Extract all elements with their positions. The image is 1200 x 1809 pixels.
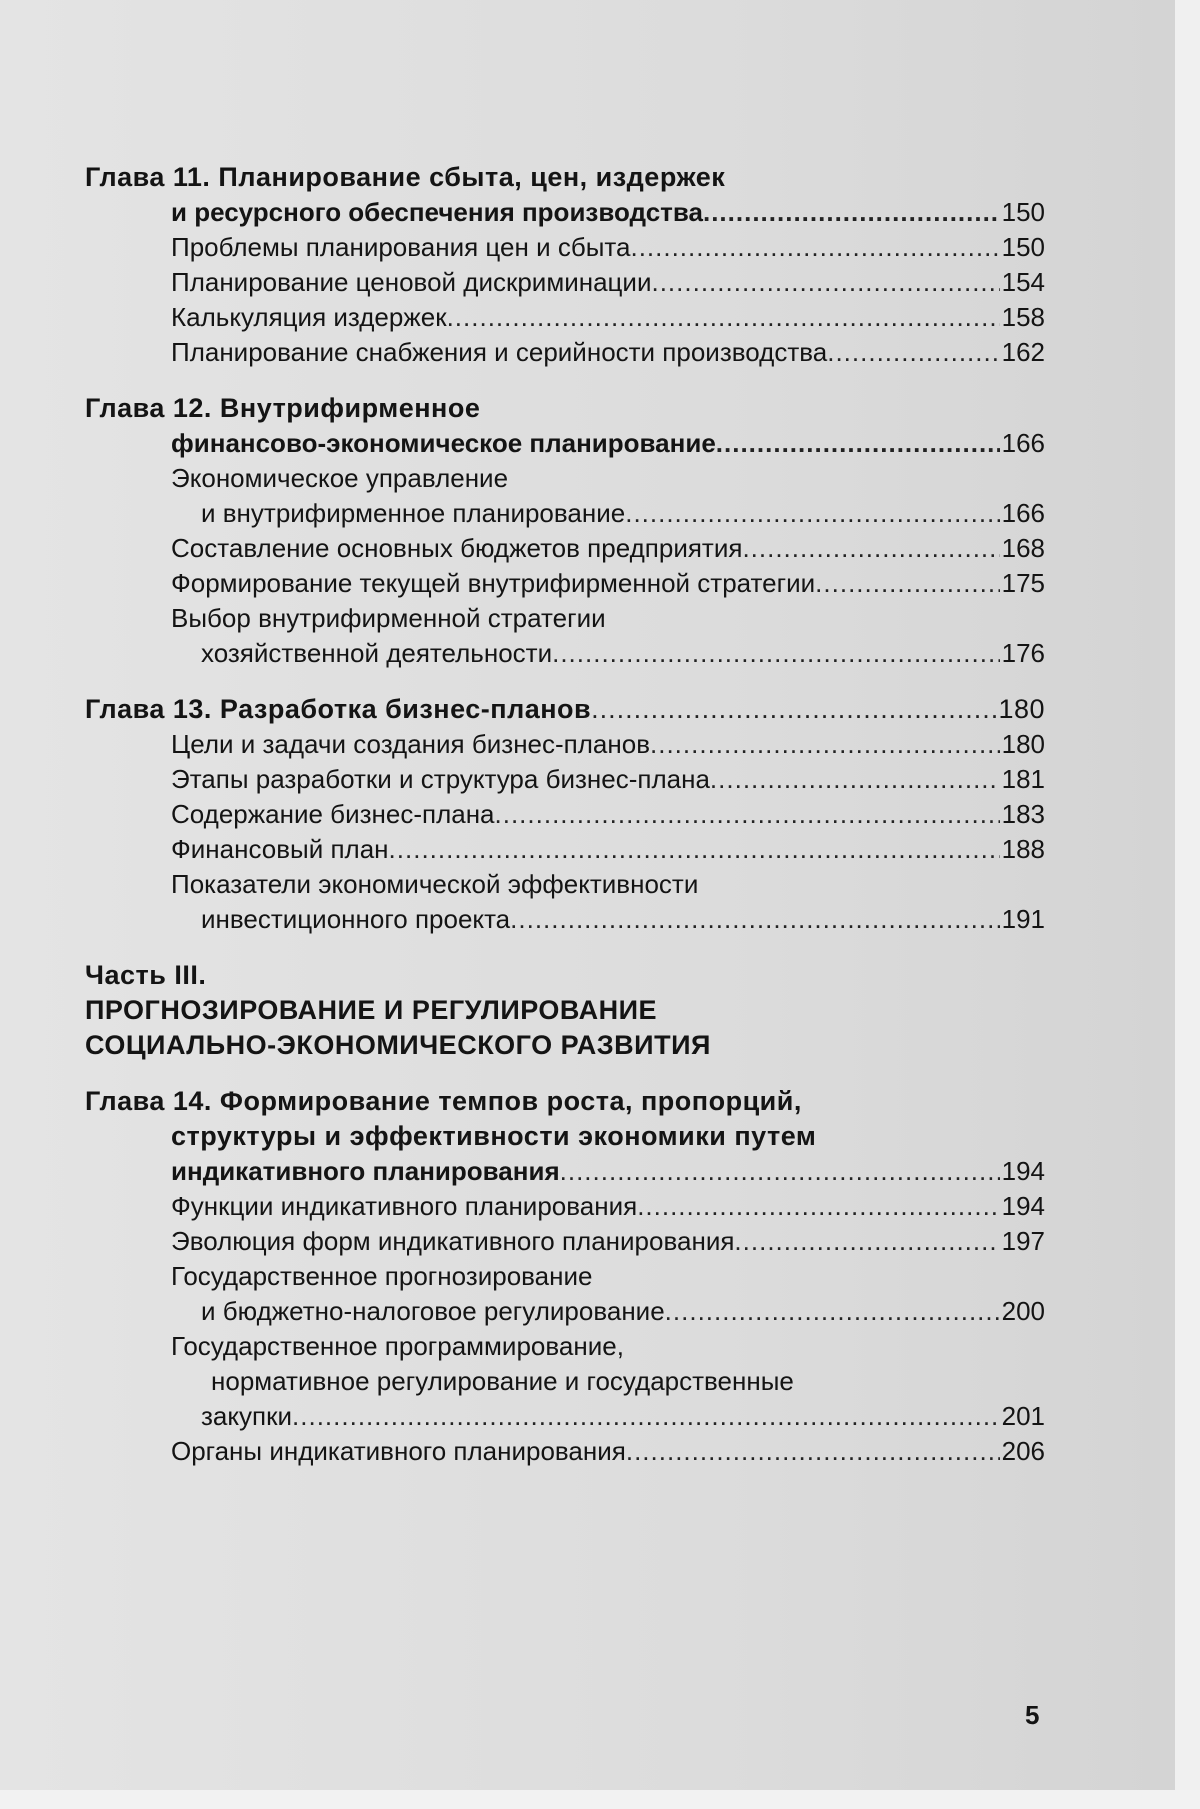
chapter-13-title-row (85, 692, 1045, 727)
toc-entry-title-line2: хозяйственной деятельности (201, 638, 553, 668)
leader-dots (552, 636, 1000, 671)
toc-entry (85, 1294, 1045, 1329)
part-3-heading (85, 958, 1045, 1063)
toc-entry (85, 636, 1045, 671)
toc-entry-title-line1: Экономическое управление (171, 463, 509, 493)
chapter-14-title-line2: структуры и эффективности экономики путем (171, 1121, 817, 1151)
toc-entry (85, 496, 1045, 531)
toc-entry-title: Калькуляция издержек (171, 302, 447, 332)
toc-entry-title-line1: Государственное программирование, (171, 1331, 624, 1361)
toc-entry-title: Содержание бизнес-плана (171, 799, 495, 829)
toc-entry-title: Органы индикативного планирования (171, 1436, 626, 1466)
toc-entry-page: 176 (1001, 638, 1045, 668)
toc-entry-page: 180 (1001, 729, 1045, 759)
leader-dots (389, 832, 1000, 867)
chapter-11-title-line2: и ресурсного обеспечения производства (171, 197, 703, 227)
toc-entry-page: 191 (1001, 904, 1045, 934)
toc-entry-title: Функции индикативного планирования (171, 1191, 638, 1221)
leader-dots (734, 1224, 999, 1259)
toc-entry-page: 181 (1001, 764, 1045, 794)
leader-dots (637, 1189, 999, 1224)
chapter-14-title-line3: индикативного планирования (171, 1156, 560, 1186)
toc-entry-page: 183 (1001, 799, 1045, 829)
toc-entry-page: 206 (1001, 1436, 1045, 1466)
toc-entry-page: 194 (1001, 1191, 1045, 1221)
scan-bottom-edge (0, 1790, 1200, 1809)
toc-entry-title: Формирование текущей внутрифирменной стратегии (171, 568, 816, 598)
toc-entry-title-line2: инвестиционного проекта (201, 904, 511, 934)
chapter-13-page: 180 (998, 694, 1045, 724)
leader-dots (651, 265, 999, 300)
chapter-11-page: 150 (1001, 197, 1045, 227)
toc-entry (85, 335, 1045, 370)
toc-entry-page: 188 (1001, 834, 1045, 864)
toc-entry (85, 230, 1045, 265)
leader-dots (710, 762, 1000, 797)
chapter-12-title-row (85, 426, 1045, 461)
chapter-12-title-line1: Глава 12. Внутрифирменное (85, 393, 481, 423)
chapter-14-page: 194 (1001, 1156, 1045, 1186)
leader-dots (630, 230, 999, 265)
toc-entry (85, 797, 1045, 832)
leader-dots (292, 1399, 1000, 1434)
chapter-11-heading (85, 160, 1045, 195)
toc-entry-title-line2: и внутрифирменное планирование (201, 498, 626, 528)
toc-entry (85, 832, 1045, 867)
toc-entry-title: Финансовый план (171, 834, 389, 864)
toc-entry-title: Цели и задачи создания бизнес-планов (171, 729, 651, 759)
toc-entry-title: Этапы разработки и структура бизнес-плана (171, 764, 710, 794)
chapter-14-title-line1: Глава 14. Формирование темпов роста, пропорций, (85, 1086, 802, 1116)
toc-entry-page: 150 (1001, 232, 1045, 262)
chapter-12-heading (85, 391, 1045, 426)
toc-entry (85, 1399, 1045, 1434)
toc-entry-page: 158 (1001, 302, 1045, 332)
toc-entry-title-line1: Выбор внутрифирменной стратегии (171, 603, 606, 633)
toc-entry-title: Эволюция форм индикативного планирования (171, 1226, 735, 1256)
table-of-contents (85, 160, 1045, 1469)
toc-entry-page: 168 (1001, 533, 1045, 563)
leader-dots (626, 1434, 1000, 1469)
toc-entry-title-line1: Показатели экономической эффективности (171, 869, 699, 899)
chapter-11-title-row (85, 195, 1045, 230)
toc-entry (85, 300, 1045, 335)
toc-entry-page: 166 (1001, 498, 1045, 528)
toc-entry-title: Проблемы планирования цен и сбыта (171, 232, 631, 262)
toc-entry (85, 762, 1045, 797)
toc-entry-page: 154 (1001, 267, 1045, 297)
toc-entry-title-line2: и бюджетно-налоговое регулирование (201, 1296, 665, 1326)
leader-dots (827, 335, 999, 370)
toc-entry (85, 902, 1045, 937)
scan-right-edge (1175, 0, 1200, 1809)
part-3-title-line1: ПРОГНОЗИРОВАНИЕ И РЕГУЛИРОВАНИЕ (85, 995, 657, 1025)
chapter-14-title-row (85, 1154, 1045, 1189)
toc-entry-page: 201 (1001, 1401, 1045, 1431)
leader-dots (665, 1294, 1000, 1329)
leader-dots (495, 797, 1000, 832)
leader-dots (650, 727, 1000, 762)
toc-entry (85, 531, 1045, 566)
chapter-13-title: Глава 13. Разработка бизнес-планов (85, 694, 592, 724)
toc-entry (85, 1224, 1045, 1259)
chapter-12-title-line2: финансово-экономическое планирование (171, 428, 716, 458)
leader-dots (560, 1154, 1000, 1189)
chapter-11-title-line1: Глава 11. Планирование сбыта, цен, издержек (85, 162, 726, 192)
toc-entry (85, 1434, 1045, 1469)
toc-entry (85, 566, 1045, 601)
leader-dots (625, 496, 999, 531)
toc-entry-page: 200 (1001, 1296, 1045, 1326)
toc-entry-title: Планирование ценовой дискриминации (171, 267, 652, 297)
toc-entry-page: 162 (1001, 337, 1045, 367)
toc-entry-title: Планирование снабжения и серийности производства (171, 337, 828, 367)
chapter-12-page: 166 (1001, 428, 1045, 458)
leader-dots (742, 531, 999, 566)
toc-entry-title-line2: нормативное регулирование и государственные (211, 1366, 794, 1396)
toc-entry (85, 1189, 1045, 1224)
leader-dots (591, 692, 996, 727)
toc-entry-title-line3: закупки (201, 1401, 293, 1431)
toc-entry-page: 197 (1001, 1226, 1045, 1256)
leader-dots (716, 426, 1000, 461)
toc-entry-page: 175 (1001, 568, 1045, 598)
page-number: 5 (1025, 1700, 1040, 1730)
toc-entry-title: Составление основных бюджетов предприятия (171, 533, 743, 563)
part-3-label: Часть III. (85, 960, 207, 990)
toc-entry-title-line1: Государственное прогнозирование (171, 1261, 593, 1291)
part-3-title-line2: СОЦИАЛЬНО-ЭКОНОМИЧЕСКОГО РАЗВИТИЯ (85, 1030, 711, 1060)
chapter-14-heading (85, 1084, 1045, 1154)
toc-entry (85, 727, 1045, 762)
leader-dots (703, 195, 1000, 230)
leader-dots (447, 300, 1000, 335)
toc-entry (85, 265, 1045, 300)
leader-dots (510, 902, 999, 937)
leader-dots (815, 566, 999, 601)
